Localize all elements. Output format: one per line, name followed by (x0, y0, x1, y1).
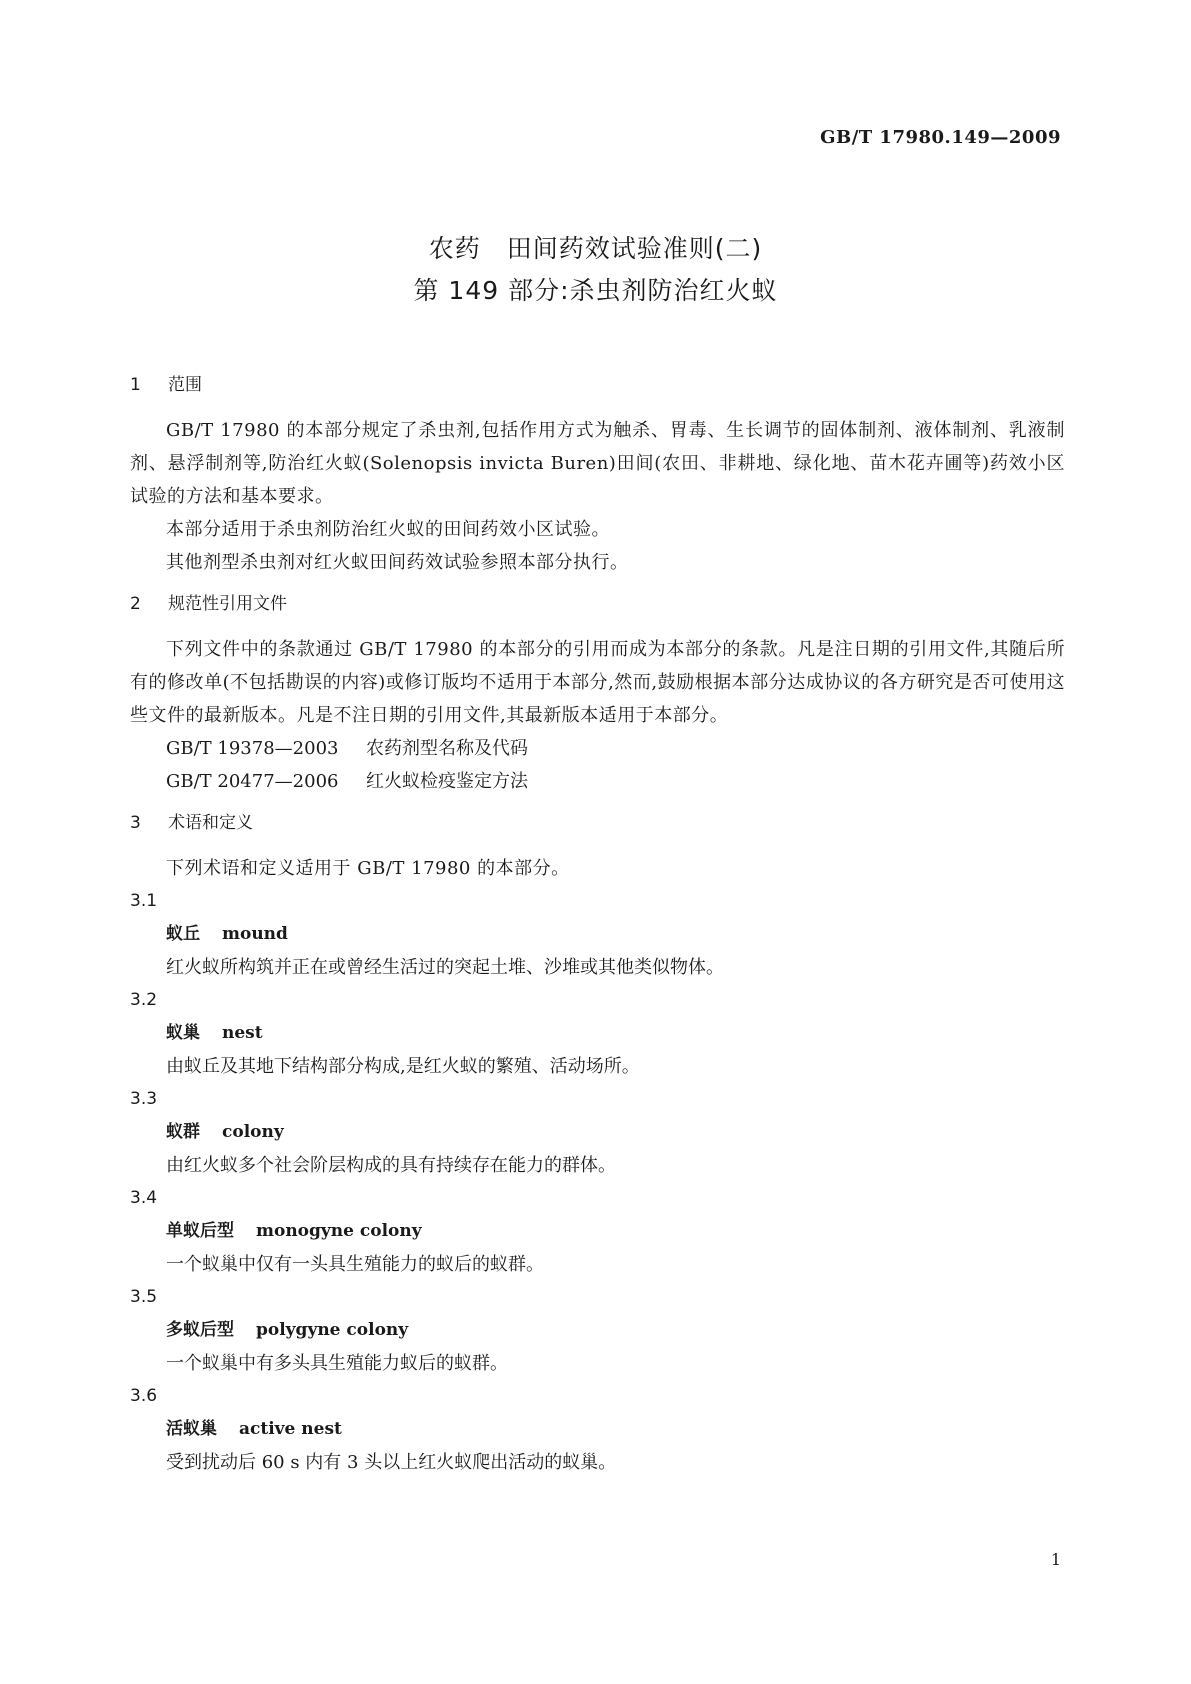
term-en: monogyne colony (256, 1221, 422, 1241)
section-number: 1 (130, 375, 141, 395)
paragraph: GB/T 17980 的本部分规定了杀虫剂,包括作用方式为触杀、胃毒、生长调节的固体制剂、液体制剂、乳液制剂、悬浮制剂等,防治红火蚁(Solenopsis invicta Buren)田间(农田、非耕地、绿化地、苗木花卉圃等)药效小区试验的方法和基本要求。 (130, 420, 1065, 507)
term-number: 3.3 (130, 1089, 158, 1109)
reference-item (130, 765, 1065, 798)
section-heading-terms (130, 806, 1065, 840)
paragraph: 下列术语和定义适用于 GB/T 17980 的本部分。 (166, 858, 570, 879)
term-definition: 由蚁丘及其地下结构部分构成,是红火蚁的繁殖、活动场所。 (166, 1056, 640, 1077)
term-en: colony (222, 1122, 284, 1142)
term-number: 3.6 (130, 1386, 158, 1406)
reference-item (130, 732, 1065, 765)
section-heading-scope (130, 368, 1065, 402)
term-number: 3.2 (130, 990, 158, 1010)
term-name (130, 1215, 1065, 1248)
term-name (130, 1314, 1065, 1347)
reference-code: GB/T 20477—2006 (166, 771, 339, 792)
paragraph: 本部分适用于杀虫剂防治红火蚁的田间药效小区试验。 (166, 519, 610, 540)
term-en: mound (222, 924, 288, 944)
section-number: 3 (130, 813, 141, 833)
page-number: 1 (1050, 1550, 1061, 1569)
term-en: active nest (239, 1419, 342, 1439)
term-name (130, 1017, 1065, 1050)
term-en: nest (222, 1023, 263, 1043)
section-number: 2 (130, 594, 141, 614)
term-number: 3.5 (130, 1287, 158, 1307)
term-zh: 蚁巢 (166, 1023, 200, 1043)
term-definition: 由红火蚁多个社会阶层构成的具有持续存在能力的群体。 (166, 1155, 616, 1176)
document-title (0, 228, 1191, 312)
title-line-2: 第 149 部分:杀虫剂防治红火蚁 (413, 276, 778, 305)
paragraph: 下列文件中的条款通过 GB/T 17980 的本部分的引用而成为本部分的条款。凡是注日期的引用文件,其随后所有的修改单(不包括勘误的内容)或修订版均不适用于本部分,然而,鼓励根据本部分达成协议的各方研究是否可使用这些文件的最新版本。凡是不注日期的引用文件,其最新版本适用于本部分。 (130, 639, 1065, 726)
term-number: 3.4 (130, 1188, 158, 1208)
reference-title: 农药剂型名称及代码 (366, 738, 528, 759)
term-zh: 单蚁后型 (166, 1221, 234, 1241)
paragraph: 其他剂型杀虫剂对红火蚁田间药效试验参照本部分执行。 (166, 552, 629, 573)
term-definition: 受到扰动后 60 s 内有 3 头以上红火蚁爬出活动的蚁巢。 (166, 1452, 617, 1473)
section-heading-normative-references (130, 587, 1065, 621)
term-zh: 蚁群 (166, 1122, 200, 1142)
term-name (130, 918, 1065, 951)
section-title: 术语和定义 (168, 813, 253, 833)
reference-code: GB/T 19378—2003 (166, 738, 339, 759)
term-zh: 蚁丘 (166, 924, 200, 944)
term-definition: 一个蚁巢中仅有一头具生殖能力的蚁后的蚁群。 (166, 1254, 544, 1275)
term-en: polygyne colony (256, 1320, 409, 1340)
term-name (130, 1413, 1065, 1446)
reference-title: 红火蚁检疫鉴定方法 (366, 771, 528, 792)
term-definition: 红火蚁所构筑并正在或曾经生活过的突起土堆、沙堆或其他类似物体。 (166, 957, 724, 978)
term-zh: 多蚁后型 (166, 1320, 234, 1340)
term-definition: 一个蚁巢中有多头具生殖能力蚁后的蚁群。 (166, 1353, 508, 1374)
term-zh: 活蚁巢 (166, 1419, 217, 1439)
standard-code: GB/T 17980.149—2009 (820, 127, 1061, 148)
document-body (130, 368, 1065, 1479)
section-title: 范围 (168, 375, 202, 395)
term-number: 3.1 (130, 891, 158, 911)
title-line-1: 农药 田间药效试验准则(二) (428, 234, 763, 263)
term-name (130, 1116, 1065, 1149)
section-title: 规范性引用文件 (168, 594, 287, 614)
